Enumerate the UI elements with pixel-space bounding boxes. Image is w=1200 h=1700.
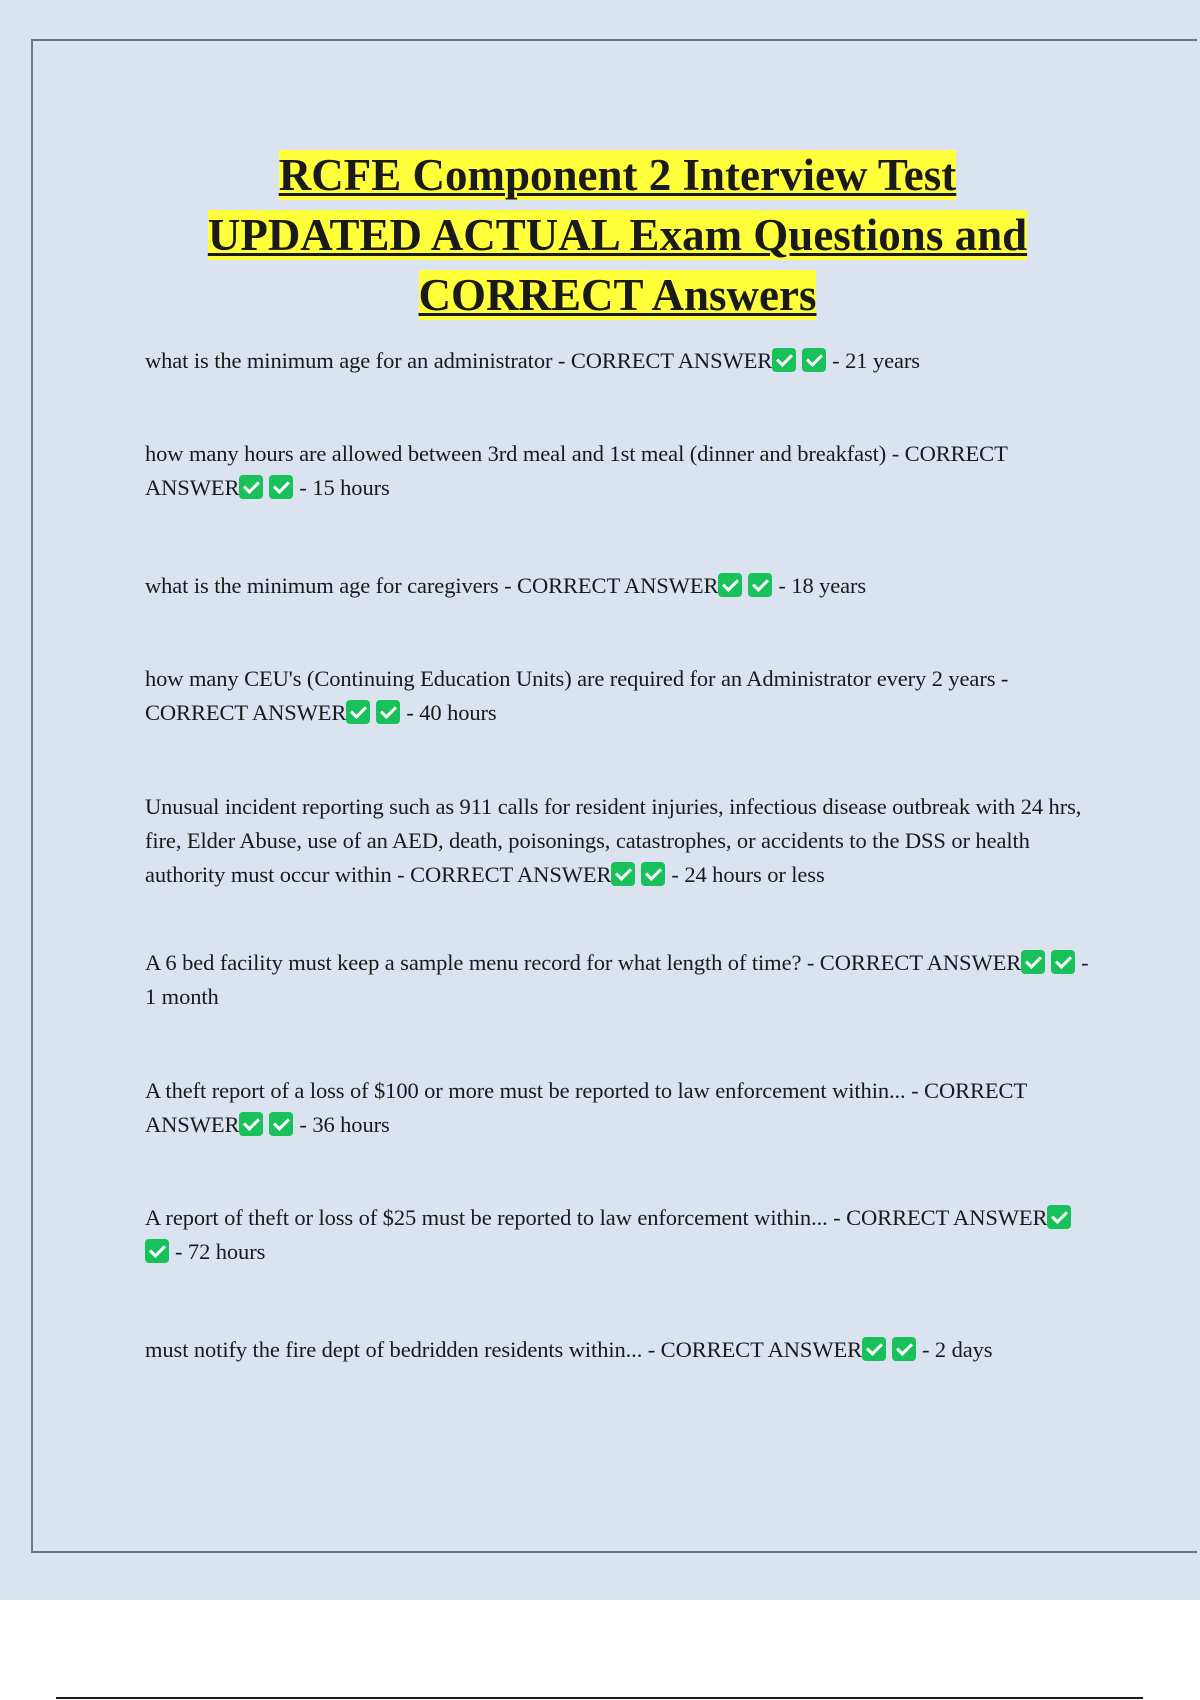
qa-item-9 — [145, 1333, 1095, 1367]
title-line-3: CORRECT Answers — [418, 270, 817, 320]
footer-divider — [56, 1697, 1143, 1699]
qa-item-1 — [145, 344, 1095, 378]
check-icon — [346, 700, 370, 724]
answer-label: CORRECT ANSWER — [145, 441, 1008, 500]
answer-text: - 72 hours — [175, 1239, 266, 1264]
check-icon — [239, 475, 263, 499]
answer-label: CORRECT ANSWER — [846, 1205, 1048, 1230]
answer-text: - 24 hours or less — [671, 862, 825, 887]
check-icon — [1051, 950, 1075, 974]
answer-label: CORRECT ANSWER — [517, 573, 719, 598]
answer-label: CORRECT ANSWER — [570, 348, 773, 373]
check-icon — [269, 1112, 293, 1136]
qa-item-6 — [145, 946, 1095, 1014]
question-text: how many hours are allowed between 3rd meal and 1st meal (dinner and breakfast) - — [145, 441, 905, 466]
answer-label: CORRECT ANSWER — [145, 700, 347, 725]
check-icon — [802, 348, 826, 372]
question-text: A report of theft or loss of $25 must be reported to law enforcement within... - — [145, 1205, 847, 1230]
question-text: A theft report of a loss of $100 or more must be reported to law enforcement within... - — [145, 1078, 925, 1103]
check-icon — [772, 348, 796, 372]
answer-text: - 36 hours — [299, 1112, 390, 1137]
answer-label: CORRECT ANSWER — [819, 950, 1022, 975]
check-icon — [892, 1337, 916, 1361]
question-text: Unusual incident reporting such as 911 calls for resident injuries, infectious disease outbreak with 24 hrs, fire, Elder Abuse, use of an AED, death, poisonings, catastrophes, or accidents to the DSS or health authority must occur within - — [145, 794, 1082, 887]
check-icon — [641, 862, 665, 886]
answer-text: - 40 hours — [406, 700, 497, 725]
check-icon — [748, 573, 772, 597]
check-icon — [1047, 1205, 1071, 1229]
question-text: must notify the fire dept of bedridden residents within... - — [145, 1337, 661, 1362]
check-icon — [862, 1337, 886, 1361]
answer-text: - 15 hours — [299, 475, 390, 500]
title-line-1: RCFE Component 2 Interview Test — [278, 150, 957, 200]
check-icon — [1021, 950, 1045, 974]
answer-text: - 1 month — [145, 950, 1089, 1009]
question-text: what is the minimum age for caregivers - — [145, 573, 518, 598]
qa-item-8 — [145, 1201, 1095, 1269]
answer-text: - 18 years — [778, 573, 867, 598]
answer-text: - 2 days — [922, 1337, 993, 1362]
qa-item-4 — [145, 662, 1095, 730]
answer-label: CORRECT ANSWER — [660, 1337, 863, 1362]
check-icon — [376, 700, 400, 724]
answer-label: CORRECT ANSWER — [410, 862, 612, 887]
qa-item-2 — [145, 437, 1095, 505]
answer-text: - 21 years — [832, 348, 920, 373]
answer-label: CORRECT ANSWER — [145, 1078, 1027, 1137]
check-icon — [269, 475, 293, 499]
qa-item-3 — [145, 569, 1095, 603]
document-title — [130, 145, 1105, 325]
check-icon — [718, 573, 742, 597]
question-text: A 6 bed facility must keep a sample menu record for what length of time? - — [145, 950, 820, 975]
check-icon — [145, 1239, 169, 1263]
question-text: what is the minimum age for an administrator - — [145, 348, 571, 373]
title-line-2: UPDATED ACTUAL Exam Questions and — [207, 210, 1028, 260]
check-icon — [239, 1112, 263, 1136]
qa-item-7 — [145, 1074, 1095, 1142]
check-icon — [611, 862, 635, 886]
qa-item-5 — [145, 790, 1095, 892]
question-text: how many CEU's (Continuing Education Units) are required for an Administrator every 2 years - — [145, 666, 1009, 691]
